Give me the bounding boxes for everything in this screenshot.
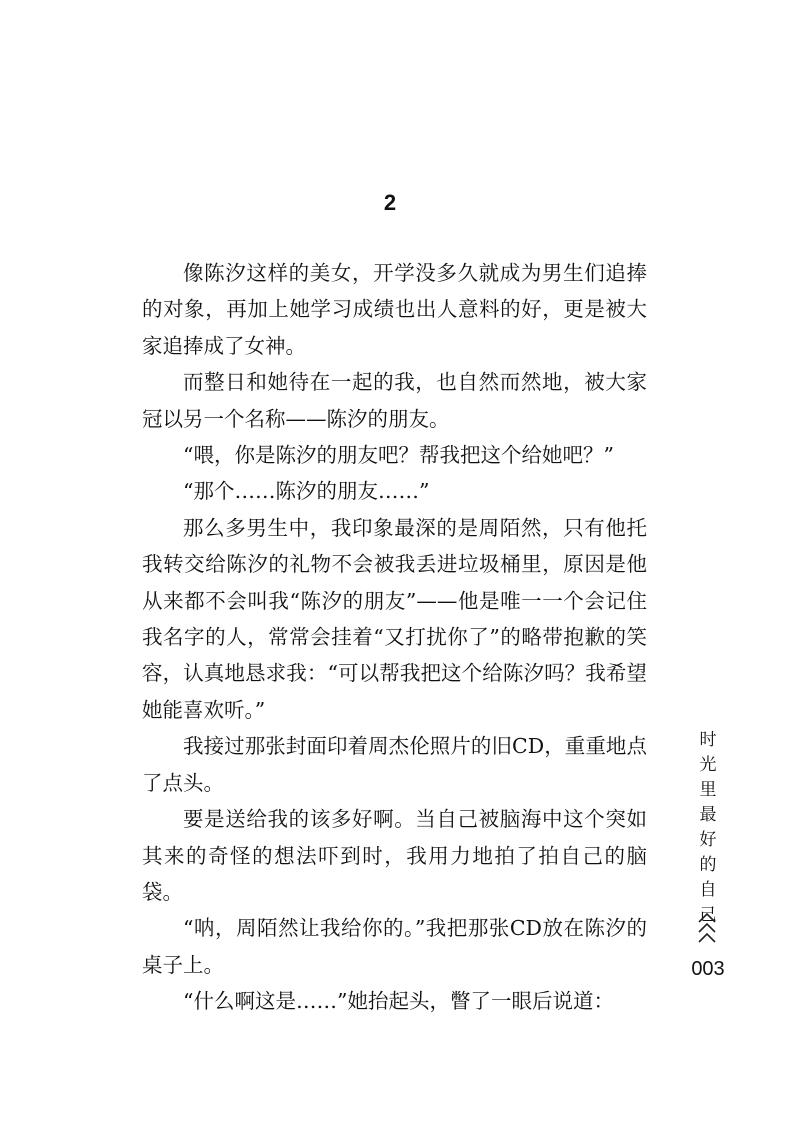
paragraph-1: 像陈汐这样的美女，开学没多久就成为男生们追捧的对象，再加上她学习成绩也出人意料的好，更是被大家追捧成了女神。 <box>142 261 647 358</box>
running-book-title: 时光里最好的自己 <box>699 730 717 925</box>
paragraph-7: 要是送给我的该多好啊。当自己被脑海中这个突如其来的奇怪的想法吓到时，我用力地拍了拍自己的脑袋。 <box>142 807 647 904</box>
body-text <box>142 255 647 1020</box>
paragraph-5: 那么多男生中，我印象最深的是周陌然，只有他托我转交给陈汐的礼物不会被我丢进垃圾桶里，原因是他从来都不会叫我“陈汐的朋友”——他是唯一一个会记住我名字的人，常常会挂着“又打扰你了”的略带抱歉的笑容，认真地恳求我：“可以帮我把这个给陈汐吗？我希望她能喜欢听。” <box>142 515 647 722</box>
paragraph-4: “那个……陈汐的朋友……” <box>183 479 430 504</box>
paragraph-9: “什么啊这是……”她抬起头，瞥了一眼后说道： <box>183 989 614 1014</box>
triple-chevron-up-icon <box>696 910 718 946</box>
page-number: 003 <box>691 958 725 980</box>
paragraph-3: “喂，你是陈汐的朋友吧？帮我把这个给她吧？” <box>183 443 614 468</box>
paragraph-6: 我接过那张封面印着周杰伦照片的旧CD，重重地点了点头。 <box>142 734 647 795</box>
chapter-number: 2 <box>383 190 397 215</box>
paragraph-2: 而整日和她待在一起的我，也自然而然地，被大家冠以另一个名称——陈汐的朋友。 <box>142 370 647 431</box>
paragraph-8: “呐，周陌然让我给你的。”我把那张CD放在陈汐的桌子上。 <box>142 916 647 977</box>
